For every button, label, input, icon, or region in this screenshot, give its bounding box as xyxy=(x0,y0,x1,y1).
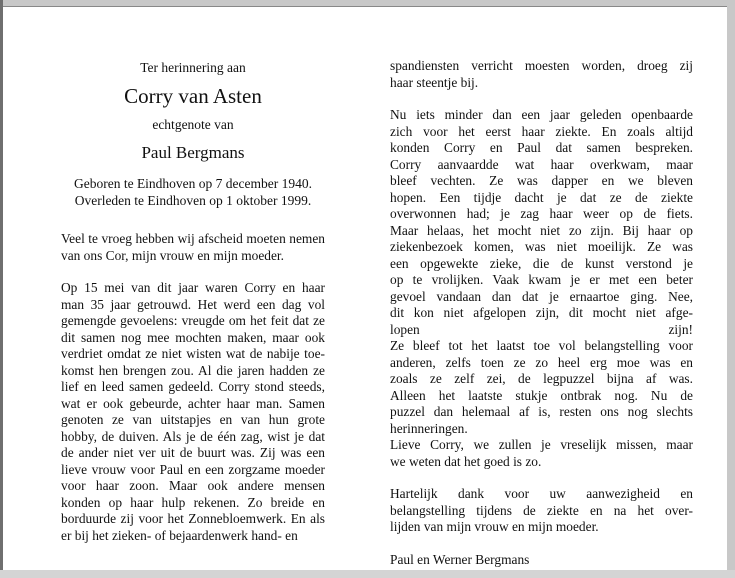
text-line: haar steentje bij. xyxy=(390,74,479,90)
right-paragraph-2 xyxy=(390,107,693,470)
text-line: komst hen brengen zou. Al die jaren hadden ze xyxy=(61,362,325,378)
text-line: spandiensten verricht moesten worden, droeg zij xyxy=(390,58,693,73)
left-column xyxy=(61,57,325,544)
death-line: Overleden te Eindhoven op 1 oktober 1999. xyxy=(74,193,312,208)
text-line: overwonnen had; je zag haar weer op de fiets. xyxy=(390,206,693,221)
text-line: een opgewekte zieke, die de kunst verstond je xyxy=(390,255,693,271)
text-line: we weten dat het goed is zo. xyxy=(390,453,542,469)
text-line: konden op haar hulp rekenen. Zo breide en xyxy=(61,494,325,510)
text-line: bleef vechten. Ze was dapper en we bleven xyxy=(390,173,693,188)
text-line: belangstelling tijdens de ziekte en na het over- xyxy=(390,502,693,518)
signature xyxy=(390,552,693,569)
text-line: Maar helaas, het mocht niet zo zijn. Bij haar op xyxy=(390,222,693,238)
right-column xyxy=(390,58,693,568)
intro-text: Ter herinnering aan xyxy=(140,60,246,75)
text-line: Op 15 mei van dit jaar waren Corry en haar xyxy=(61,280,325,295)
husband-name: Paul Bergmans xyxy=(141,143,245,162)
text-line: konden Corry en Paul dat samen bespreken. xyxy=(390,140,693,155)
text-line: lieve vrouw voor Paul en een zorgzame moeder xyxy=(61,461,325,477)
right-paragraph-3 xyxy=(390,486,693,536)
text-line: genoten ze van uitstapjes en van hun grote xyxy=(61,412,325,427)
text-line: van ons Cor, mijn vrouw en mijn moeder. xyxy=(61,247,284,263)
text-line: zich voor het eerst haar ziekte. En zoals altijd xyxy=(390,123,693,139)
window-frame-right xyxy=(727,0,735,578)
text-line: hobby, de duiven. Als je de één zag, wist je dat xyxy=(61,428,325,444)
dates-block xyxy=(61,175,325,209)
text-line: zoals ze zelf zei, de legpuzzel bijna af was. xyxy=(390,371,693,386)
text-line: Nu iets minder dan een jaar geleden openbaarde xyxy=(390,107,693,122)
text-line: puzzel dan helemaal af is, resten ons nog slechts xyxy=(390,404,693,419)
text-line: dit kon niet afgelopen zijn, dit mocht niet afge- xyxy=(390,305,693,320)
text-line: Corry aanvaardde wat haar overkwam, maar xyxy=(390,156,693,172)
text-line: Hartelijk dank voor uw aanwezigheid en xyxy=(390,486,693,501)
text-line: de ander niet ver uit de buurt was. Zij was een xyxy=(61,445,325,460)
deceased-name: Corry van Asten xyxy=(124,84,262,108)
birth-line: Geboren te Eindhoven op 7 december 1940. xyxy=(73,176,313,191)
text-line: dit samen nog mee mochten maken, maar ook xyxy=(61,329,325,345)
text-line: hopen. Een tijdje dacht je dat ze de ziekte xyxy=(390,189,693,205)
relation-text: echtgenote van xyxy=(152,117,234,132)
frame-divider xyxy=(3,6,727,7)
text-line: Ze bleef tot het laatst toe vol belangstelling voor xyxy=(390,338,693,353)
text-line: ziekenbezoek komen, was niet moeilijk. Ze was xyxy=(390,239,693,254)
text-line: er bij het zieken- of bejaardenwerk hand- en xyxy=(61,527,298,543)
signature-text: Paul en Werner Bergmans xyxy=(390,551,530,567)
text-line: lopen zijn! xyxy=(390,321,693,337)
text-line: Lieve Corry, we zullen je vreselijk missen, maar xyxy=(390,437,693,452)
text-line: man 35 jaar getrouwd. Het werd een dag vol xyxy=(61,296,325,312)
text-line: borduurde zij voor het Zonnebloemwerk. En als xyxy=(61,511,325,526)
left-paragraph-2 xyxy=(61,280,325,544)
text-line: anderen, zelfs toen ze zo heel erg moe was en xyxy=(390,354,693,370)
text-line: wat er ook gebeurde, achter haar man. Samen xyxy=(61,395,325,411)
text-line: op te vrolijken. Vaak kwam je er met een beter xyxy=(390,272,693,287)
text-line: verdriet omdat ze niet wisten wat de nabije toe- xyxy=(61,346,325,361)
right-paragraph-1 xyxy=(390,58,693,91)
text-line: voor haar zoon. Maar ook andere mensen xyxy=(61,478,325,493)
text-line: Veel te vroeg hebben wij afscheid moeten nemen xyxy=(61,231,325,246)
text-line: gemengde gevoelens: vreugde om het feit dat ze xyxy=(61,313,325,328)
window-frame-left xyxy=(0,0,3,578)
text-line: lijden van mijn vrouw en mijn moeder. xyxy=(390,519,599,534)
text-line: gevoel vandaan dan dat je ernaartoe ging. Nee, xyxy=(390,288,693,304)
window-frame-bottom xyxy=(0,570,735,578)
text-line: lief en leed samen gedeeld. Corry stond steeds, xyxy=(61,379,325,394)
text-line: herinneringen. xyxy=(390,420,468,436)
text-line: Alleen het laatste stukje ontbrak nog. Nu de xyxy=(390,387,693,403)
left-paragraph-1 xyxy=(61,231,325,264)
